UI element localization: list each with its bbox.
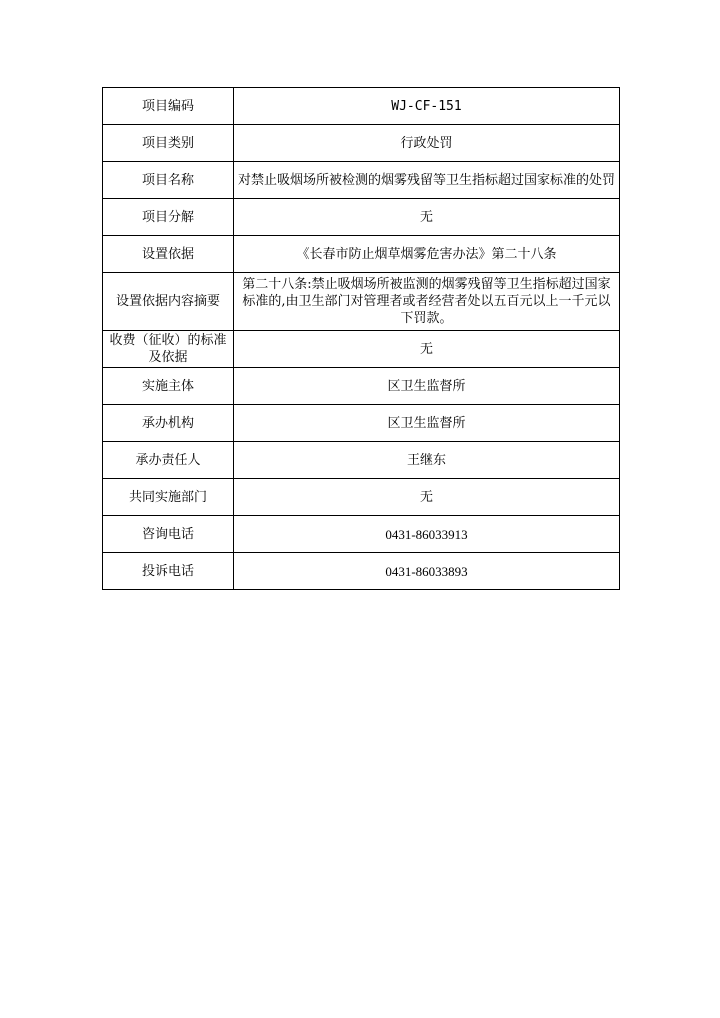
row-value-handling-agency: 区卫生监督所 — [234, 405, 620, 442]
item-info-table — [102, 87, 620, 590]
row-label-fee-standard: 收费（征收）的标准及依据 — [103, 331, 234, 368]
row-value-fee-standard: 无 — [234, 331, 620, 368]
table-row — [103, 88, 620, 125]
row-value-item-name: 对禁止吸烟场所被检测的烟雾残留等卫生指标超过国家标准的处罚 — [234, 162, 620, 199]
row-value-complaint-phone: 0431-86033893 — [234, 553, 620, 590]
table-row — [103, 368, 620, 405]
row-label-legal-basis: 设置依据 — [103, 236, 234, 273]
row-label-basis-summary: 设置依据内容摘要 — [103, 273, 234, 331]
row-label-handling-agency: 承办机构 — [103, 405, 234, 442]
table-row — [103, 516, 620, 553]
table-row — [103, 553, 620, 590]
row-label-item-breakdown: 项目分解 — [103, 199, 234, 236]
row-label-item-category: 项目类别 — [103, 125, 234, 162]
row-value-item-code: WJ-CF-151 — [234, 88, 620, 125]
row-value-legal-basis: 《长春市防止烟草烟雾危害办法》第二十八条 — [234, 236, 620, 273]
row-label-inquiry-phone: 咨询电话 — [103, 516, 234, 553]
row-value-item-breakdown: 无 — [234, 199, 620, 236]
table-row — [103, 125, 620, 162]
table-row — [103, 405, 620, 442]
row-label-complaint-phone: 投诉电话 — [103, 553, 234, 590]
table-row — [103, 199, 620, 236]
row-label-item-code: 项目编码 — [103, 88, 234, 125]
row-label-joint-departments: 共同实施部门 — [103, 479, 234, 516]
row-value-basis-summary: 第二十八条:禁止吸烟场所被监测的烟雾残留等卫生指标超过国家标准的,由卫生部门对管理者或者经营者处以五百元以上一千元以下罚款。 — [234, 273, 620, 331]
row-label-responsible-person: 承办责任人 — [103, 442, 234, 479]
table-row — [103, 236, 620, 273]
table-row — [103, 273, 620, 331]
table-row — [103, 479, 620, 516]
table-row — [103, 442, 620, 479]
table-row — [103, 162, 620, 199]
row-label-implementing-body: 实施主体 — [103, 368, 234, 405]
row-label-item-name: 项目名称 — [103, 162, 234, 199]
row-value-inquiry-phone: 0431-86033913 — [234, 516, 620, 553]
table-row — [103, 331, 620, 368]
row-value-responsible-person: 王继东 — [234, 442, 620, 479]
row-value-joint-departments: 无 — [234, 479, 620, 516]
row-value-item-category: 行政处罚 — [234, 125, 620, 162]
row-value-implementing-body: 区卫生监督所 — [234, 368, 620, 405]
